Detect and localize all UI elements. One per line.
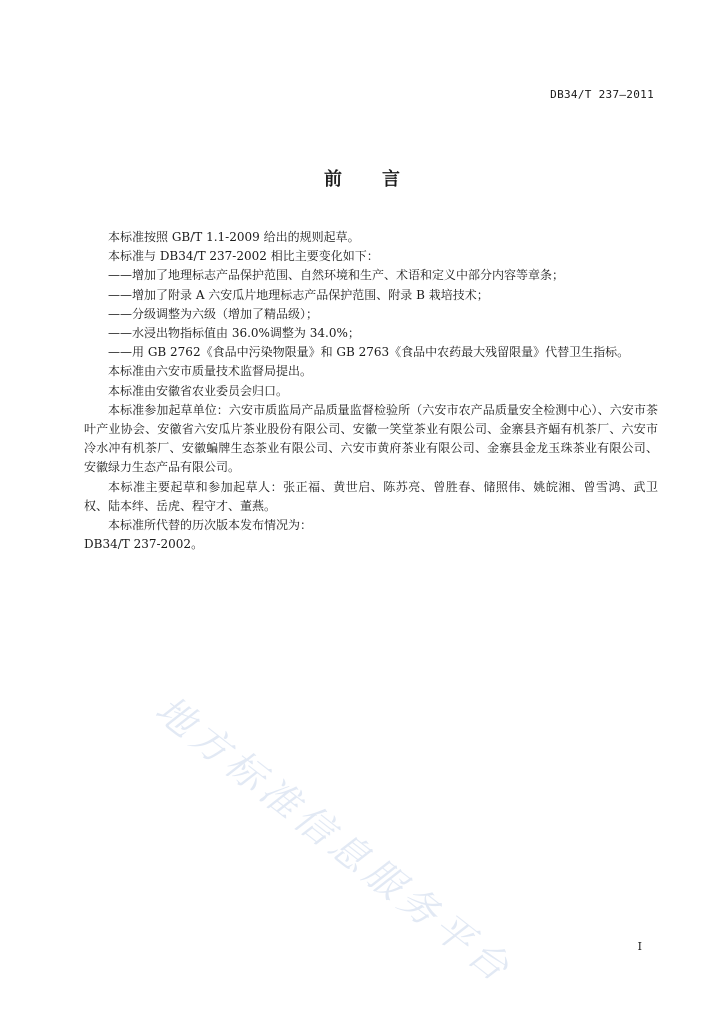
page-title: 前言 (324, 169, 440, 190)
foreword-body (84, 228, 658, 554)
paragraph: DB34/T 237-2002。 (84, 537, 204, 552)
list-item: ——用 GB 2762《食品中污染物限量》和 GB 2763《食品中农药最大残留限量》代替卫生指标。 (108, 345, 630, 360)
paragraph: 本标准与 DB34/T 237-2002 相比主要变化如下： (108, 249, 379, 264)
paragraph: 本标准主要起草和参加起草人：张正福、黄世启、陈苏亮、曾胜春、储照伟、姚皖湘、曾雪鸿、武卫权、陆本绊、岳虎、程守才、董燕。 (84, 479, 658, 513)
document-code: DB34/T 237—2011 (550, 88, 654, 101)
list-item: ——水浸出物指标值由 36.0%调整为 34.0%； (108, 326, 360, 341)
paragraph: 本标准由安徽省农业委员会归口。 (108, 383, 289, 398)
watermark: 地方标准信息服务平台 (147, 687, 522, 993)
paragraph: 本标准参加起草单位：六安市质监局产品质量监督检验所（六安市农产品质量安全检测中心）、六安市茶叶产业协会、安徽省六安瓜片茶业股份有限公司、安徽一笑堂茶业有限公司、金寨县齐蝠有机茶厂、六安市冷水冲有机茶厂、安徽蝙牌生态茶业有限公司、六安市黄府茶业有限公司、金寨县金龙玉珠茶业有限公司、安徽绿力生态产品有限公司。 (84, 402, 658, 475)
page-number: I (637, 940, 642, 953)
paragraph: 本标准由六安市质量技术监督局提出。 (108, 364, 313, 379)
list-item: ——增加了附录 A 六安瓜片地理标志产品保护范围、附录 B 栽培技术； (108, 287, 489, 302)
paragraph: 本标准按照 GB/T 1.1-2009 给出的规则起草。 (108, 230, 360, 244)
list-item: ——增加了地理标志产品保护范围、自然环境和生产、术语和定义中部分内容等章条； (108, 268, 565, 283)
paragraph: 本标准所代替的历次版本发布情况为： (108, 518, 313, 533)
list-item: ——分级调整为六级（增加了精品级）； (108, 306, 319, 321)
